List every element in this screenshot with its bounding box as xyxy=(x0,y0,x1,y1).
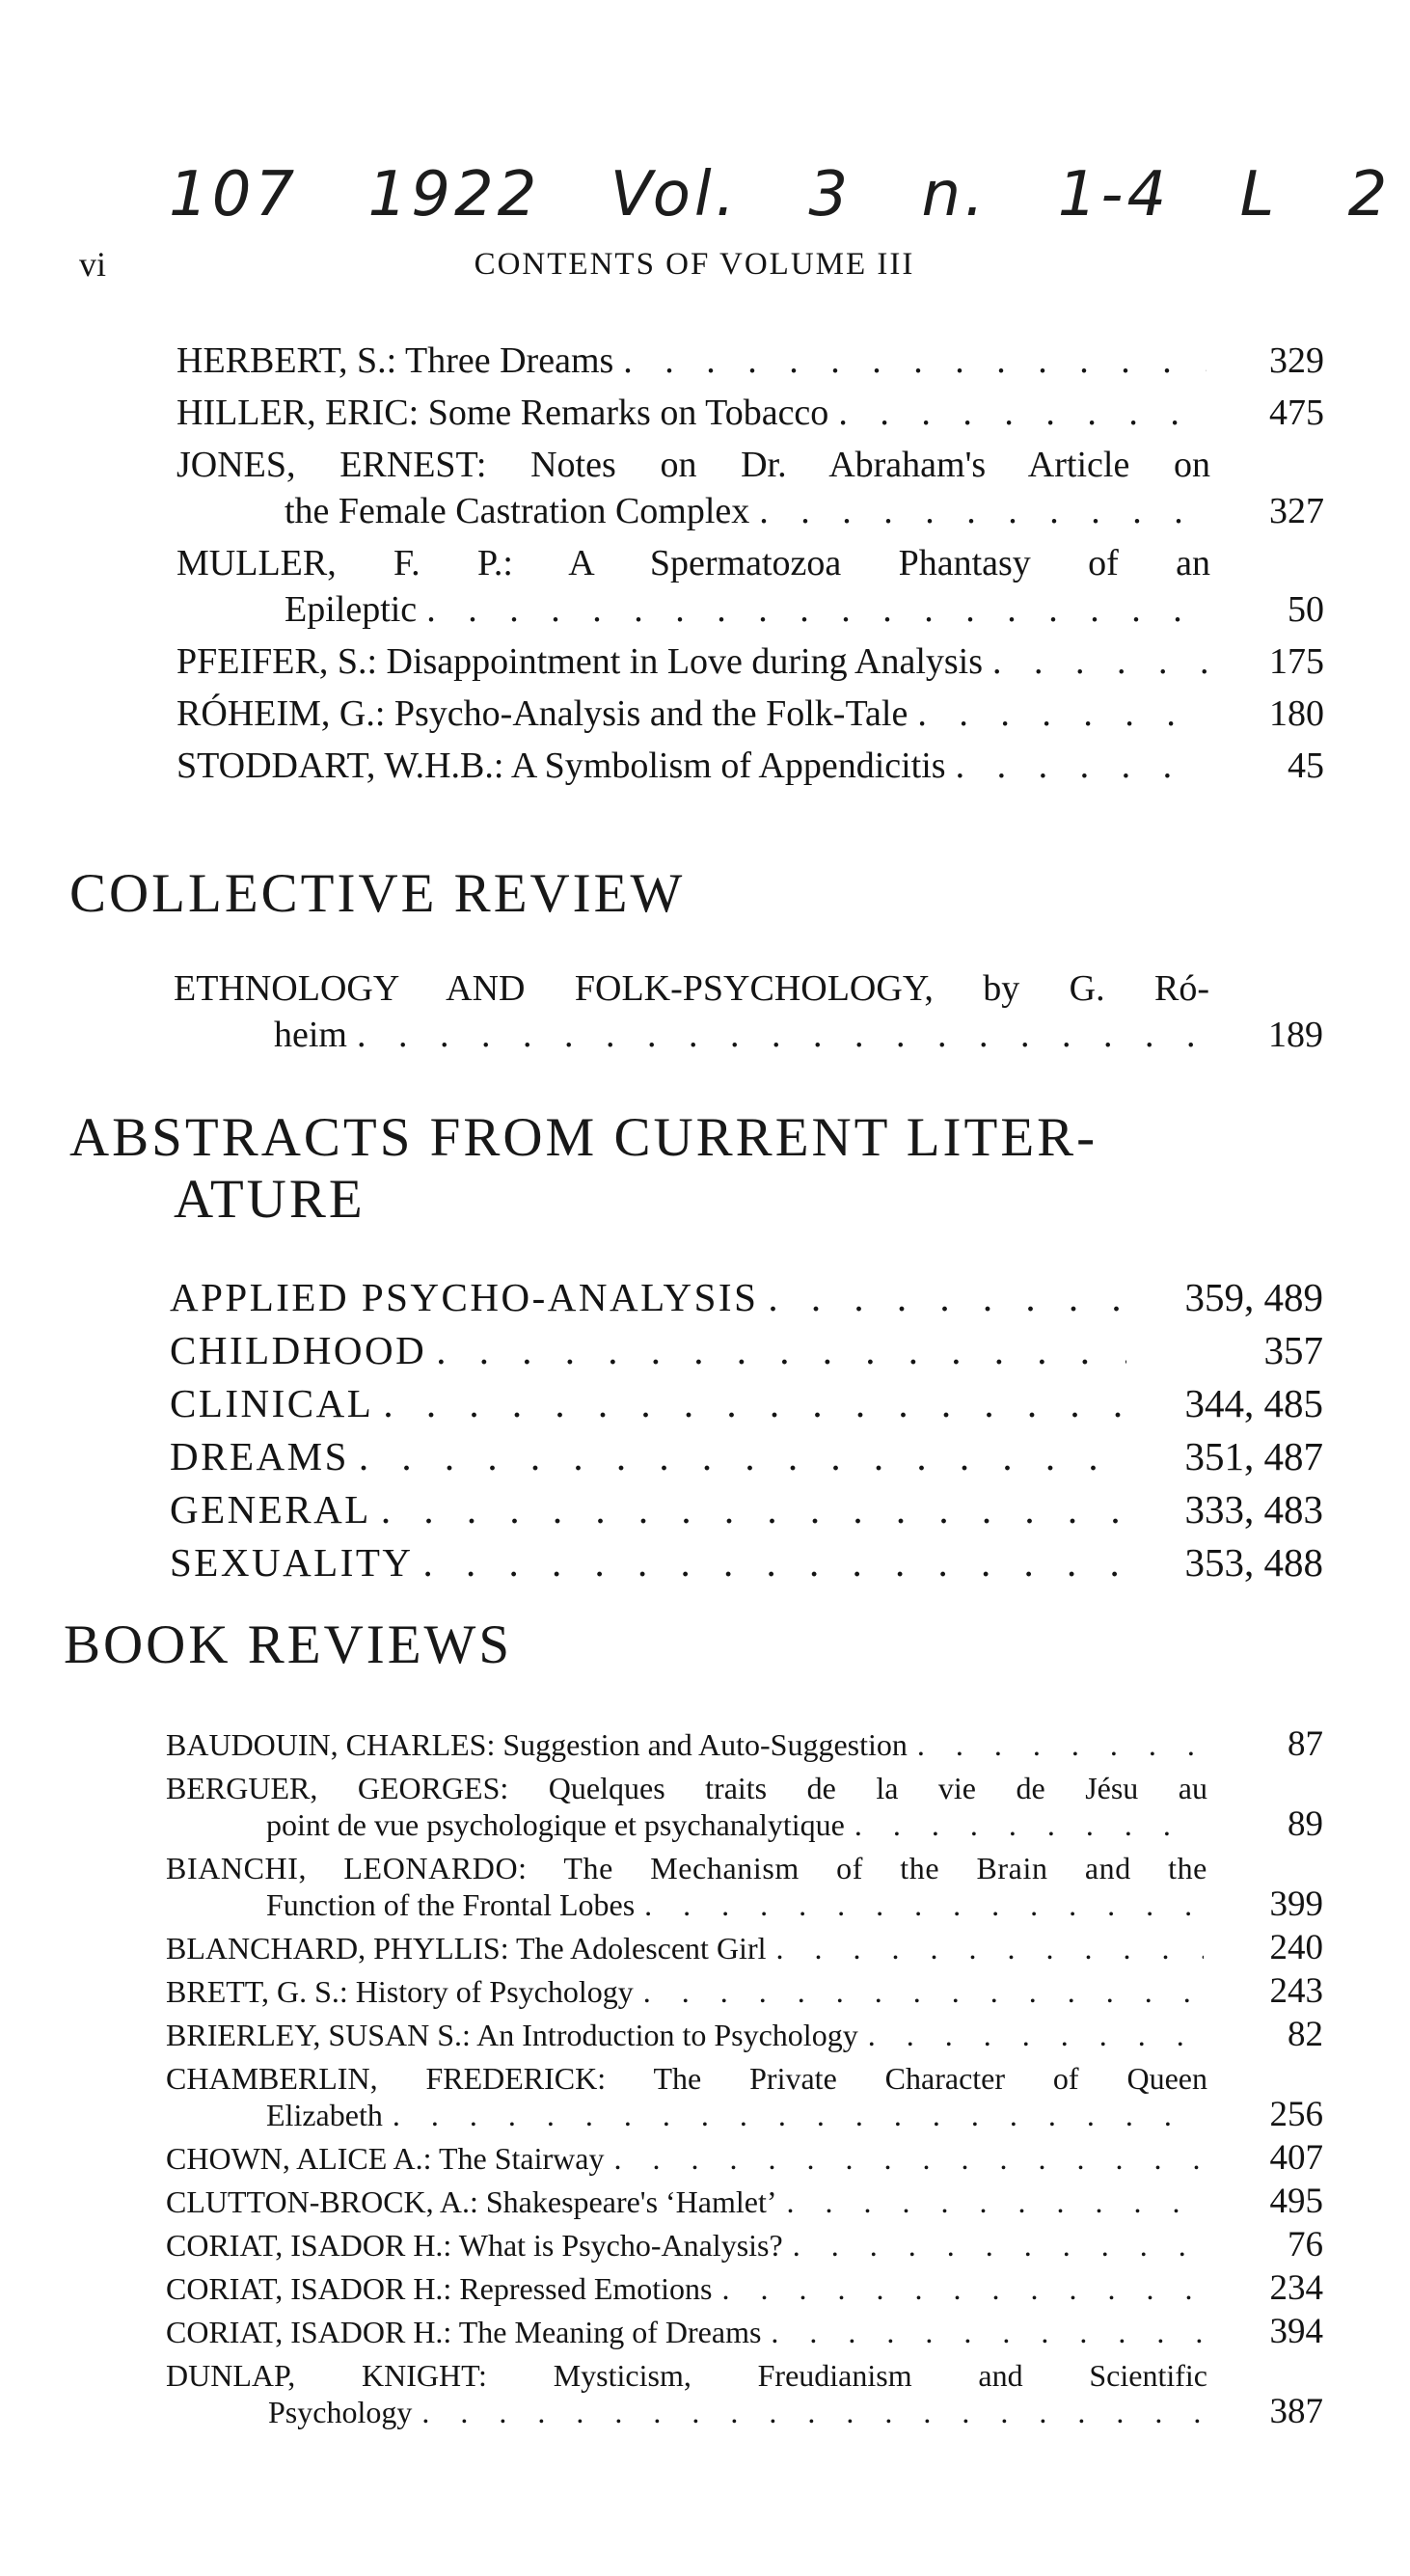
entry-title: STODDART, W.H.B.: A Symbolism of Appendicitis xyxy=(176,746,946,786)
collective-review-section xyxy=(69,863,1323,1058)
page-number: 344, 485 xyxy=(1184,1381,1323,1425)
dot-leader xyxy=(423,1536,1126,1589)
section-heading-line: ATURE xyxy=(174,1169,366,1230)
toc-entry xyxy=(166,2270,1323,2307)
section-heading: COLLECTIVE REVIEW xyxy=(69,863,686,924)
page-number: 495 xyxy=(1269,2182,1323,2221)
entry-title: CHOWN, ALICE A.: The Stairway xyxy=(166,2141,605,2176)
collective-review-list xyxy=(69,965,1323,1058)
entry-title: CLUTTON-BROCK, A.: Shakespeare's ‘Hamlet’ xyxy=(166,2184,777,2219)
dot-leader xyxy=(357,1012,1206,1058)
page-number: 394 xyxy=(1269,2312,1323,2351)
toc-entry xyxy=(176,442,1324,534)
toc-entry xyxy=(166,1770,1323,1843)
toc-entry xyxy=(170,1377,1323,1430)
entry-title: BRIERLEY, SUSAN S.: An Introduction to Psychology xyxy=(166,2018,858,2052)
entry-title: HILLER, ERIC: Some Remarks on Tobacco xyxy=(176,393,829,433)
entry-title: JONES, ERNEST: Notes on Dr. Abraham's Article on xyxy=(176,445,1210,485)
entry-title: ETHNOLOGY AND FOLK-PSYCHOLOGY, by G. Ró- xyxy=(174,968,1209,1009)
page-number: 89 xyxy=(1288,1804,1323,1844)
entry-title: CHILDHOOD xyxy=(170,1328,427,1372)
dot-leader xyxy=(759,488,1207,534)
entry-title: SEXUALITY xyxy=(170,1540,414,1585)
toc-entry xyxy=(170,1483,1323,1536)
section-heading xyxy=(69,1107,1323,1231)
toc-entry xyxy=(176,638,1324,685)
dot-leader xyxy=(613,2140,1204,2177)
page-number: 256 xyxy=(1269,2095,1323,2134)
entry-title: CORIAT, ISADOR H.: What is Psycho-Analysis? xyxy=(166,2228,783,2263)
entry-title-continued: Psychology xyxy=(268,2395,413,2429)
page-number: 234 xyxy=(1269,2268,1323,2308)
toc-entry xyxy=(170,1430,1323,1483)
page-number: 87 xyxy=(1288,1724,1323,1764)
continued-contents-section xyxy=(176,338,1324,795)
entry-title: CORIAT, ISADOR H.: Repressed Emotions xyxy=(166,2271,713,2306)
dot-leader xyxy=(722,2270,1205,2307)
dot-leader xyxy=(838,390,1207,436)
entry-title: BRETT, G. S.: History of Psychology xyxy=(166,1974,634,2009)
page-number: 407 xyxy=(1269,2138,1323,2178)
page-number: 475 xyxy=(1269,393,1324,433)
dot-leader xyxy=(771,2314,1204,2350)
abstracts-list xyxy=(69,1271,1323,1589)
entry-title: BIANCHI, LEONARDO: The Mechanism of the Brain and the xyxy=(166,1851,1207,1885)
entry-title-continued: the Female Castration Complex xyxy=(285,491,750,531)
toc-entry xyxy=(166,1973,1323,2010)
page-number: 175 xyxy=(1269,641,1324,682)
section-heading-line: ABSTRACTS FROM CURRENT LITER- xyxy=(69,1107,1098,1168)
toc-entry xyxy=(176,390,1324,436)
page-number: 76 xyxy=(1288,2225,1323,2264)
page-number: 357 xyxy=(1263,1328,1323,1372)
dot-leader xyxy=(383,1377,1126,1430)
section-heading: BOOK REVIEWS xyxy=(64,1614,513,1675)
running-head: CONTENTS OF VOLUME III xyxy=(474,247,915,282)
abstracts-section xyxy=(69,1107,1323,1589)
page-number: 189 xyxy=(1268,1015,1323,1055)
dot-leader xyxy=(644,1886,1204,1923)
entry-title-continued: Function of the Frontal Lobes xyxy=(266,1887,636,1922)
page-number: 353, 488 xyxy=(1184,1540,1323,1585)
entry-title: CHAMBERLIN, FREDERICK: The Private Character of Queen xyxy=(166,2061,1207,2096)
toc-entry xyxy=(166,2060,1323,2133)
handwritten-shelfmark: 107 1922 Vol. 3 n. 1-4 L 2 xyxy=(169,159,1392,230)
entry-title-continued: heim xyxy=(274,1015,347,1055)
toc-entry xyxy=(176,338,1324,384)
entry-title: BERGUER, GEORGES: Quelques traits de la vie de Jésu au xyxy=(166,1771,1207,1805)
entry-title: DREAMS xyxy=(170,1434,349,1478)
dot-leader xyxy=(381,1483,1126,1536)
book-reviews-section xyxy=(64,1614,1323,2437)
page-number: 45 xyxy=(1288,746,1324,786)
page-folio: vi xyxy=(79,245,107,284)
page-number: 387 xyxy=(1269,2392,1323,2431)
toc-entry xyxy=(166,2314,1323,2350)
toc-entry xyxy=(170,1536,1323,1589)
toc-entry xyxy=(166,2227,1323,2264)
entry-title-continued: Elizabeth xyxy=(266,2098,383,2132)
toc-entry xyxy=(176,540,1324,633)
continued-entries-list xyxy=(176,338,1324,789)
page-number: 359, 489 xyxy=(1184,1275,1323,1319)
dot-leader xyxy=(854,1806,1204,1843)
page-number: 180 xyxy=(1269,693,1324,734)
toc-entry xyxy=(166,1930,1323,1966)
dot-leader xyxy=(426,586,1207,633)
page-number: 327 xyxy=(1269,491,1324,531)
entry-title: HERBERT, S.: Three Dreams xyxy=(176,340,614,381)
dot-leader xyxy=(868,2017,1204,2053)
toc-entry xyxy=(170,1324,1323,1377)
toc-entry xyxy=(166,1850,1323,1923)
entry-title: CLINICAL xyxy=(170,1381,374,1425)
toc-entry xyxy=(166,1726,1323,1763)
toc-entry xyxy=(166,2357,1323,2430)
toc-entry xyxy=(170,1271,1323,1324)
dot-leader xyxy=(768,1271,1126,1324)
dot-leader xyxy=(359,1430,1126,1483)
dot-leader xyxy=(992,638,1207,685)
entry-title: BAUDOUIN, CHARLES: Suggestion and Auto-Suggestion xyxy=(166,1727,908,1762)
dot-leader xyxy=(793,2227,1204,2264)
page-number: 82 xyxy=(1288,2015,1323,2054)
page-number: 399 xyxy=(1269,1885,1323,1924)
entry-title: RÓHEIM, G.: Psycho-Analysis and the Folk-Tale xyxy=(176,693,908,734)
dot-leader xyxy=(917,691,1207,737)
page-number: 333, 483 xyxy=(1184,1487,1323,1532)
toc-entry xyxy=(166,2140,1323,2177)
dot-leader xyxy=(643,1973,1204,2010)
dot-leader xyxy=(956,743,1207,789)
entry-title: PFEIFER, S.: Disappointment in Love during Analysis xyxy=(176,641,984,682)
entry-title: CORIAT, ISADOR H.: The Meaning of Dreams xyxy=(166,2315,762,2349)
dot-leader xyxy=(787,2183,1204,2220)
page-number: 351, 487 xyxy=(1184,1434,1323,1478)
page-number: 240 xyxy=(1269,1928,1323,1967)
toc-entry xyxy=(176,691,1324,737)
page-number: 329 xyxy=(1269,340,1324,381)
entry-title-continued: Epileptic xyxy=(285,589,418,630)
dot-leader xyxy=(623,338,1207,384)
entry-title: APPLIED PSYCHO-ANALYSIS xyxy=(170,1275,759,1319)
page-number: 50 xyxy=(1288,589,1324,630)
dot-leader xyxy=(775,1930,1204,1966)
dot-leader xyxy=(393,2097,1204,2133)
dot-leader xyxy=(917,1726,1204,1763)
toc-entry xyxy=(176,743,1324,789)
dot-leader xyxy=(421,2394,1204,2430)
toc-entry xyxy=(166,2017,1323,2053)
entry-title: MULLER, F. P.: A Spermatozoa Phantasy of an xyxy=(176,543,1210,583)
entry-title: DUNLAP, KNIGHT: Mysticism, Freudianism and Scientific xyxy=(166,2358,1207,2393)
dot-leader xyxy=(436,1324,1126,1377)
toc-entry xyxy=(166,2183,1323,2220)
entry-title: GENERAL xyxy=(170,1487,371,1532)
entry-title-continued: point de vue psychologique et psychanalytique xyxy=(266,1807,845,1842)
entry-title: BLANCHARD, PHYLLIS: The Adolescent Girl xyxy=(166,1931,767,1966)
toc-entry xyxy=(174,965,1323,1058)
book-reviews-list xyxy=(64,1726,1323,2430)
page-number: 243 xyxy=(1269,1971,1323,2011)
